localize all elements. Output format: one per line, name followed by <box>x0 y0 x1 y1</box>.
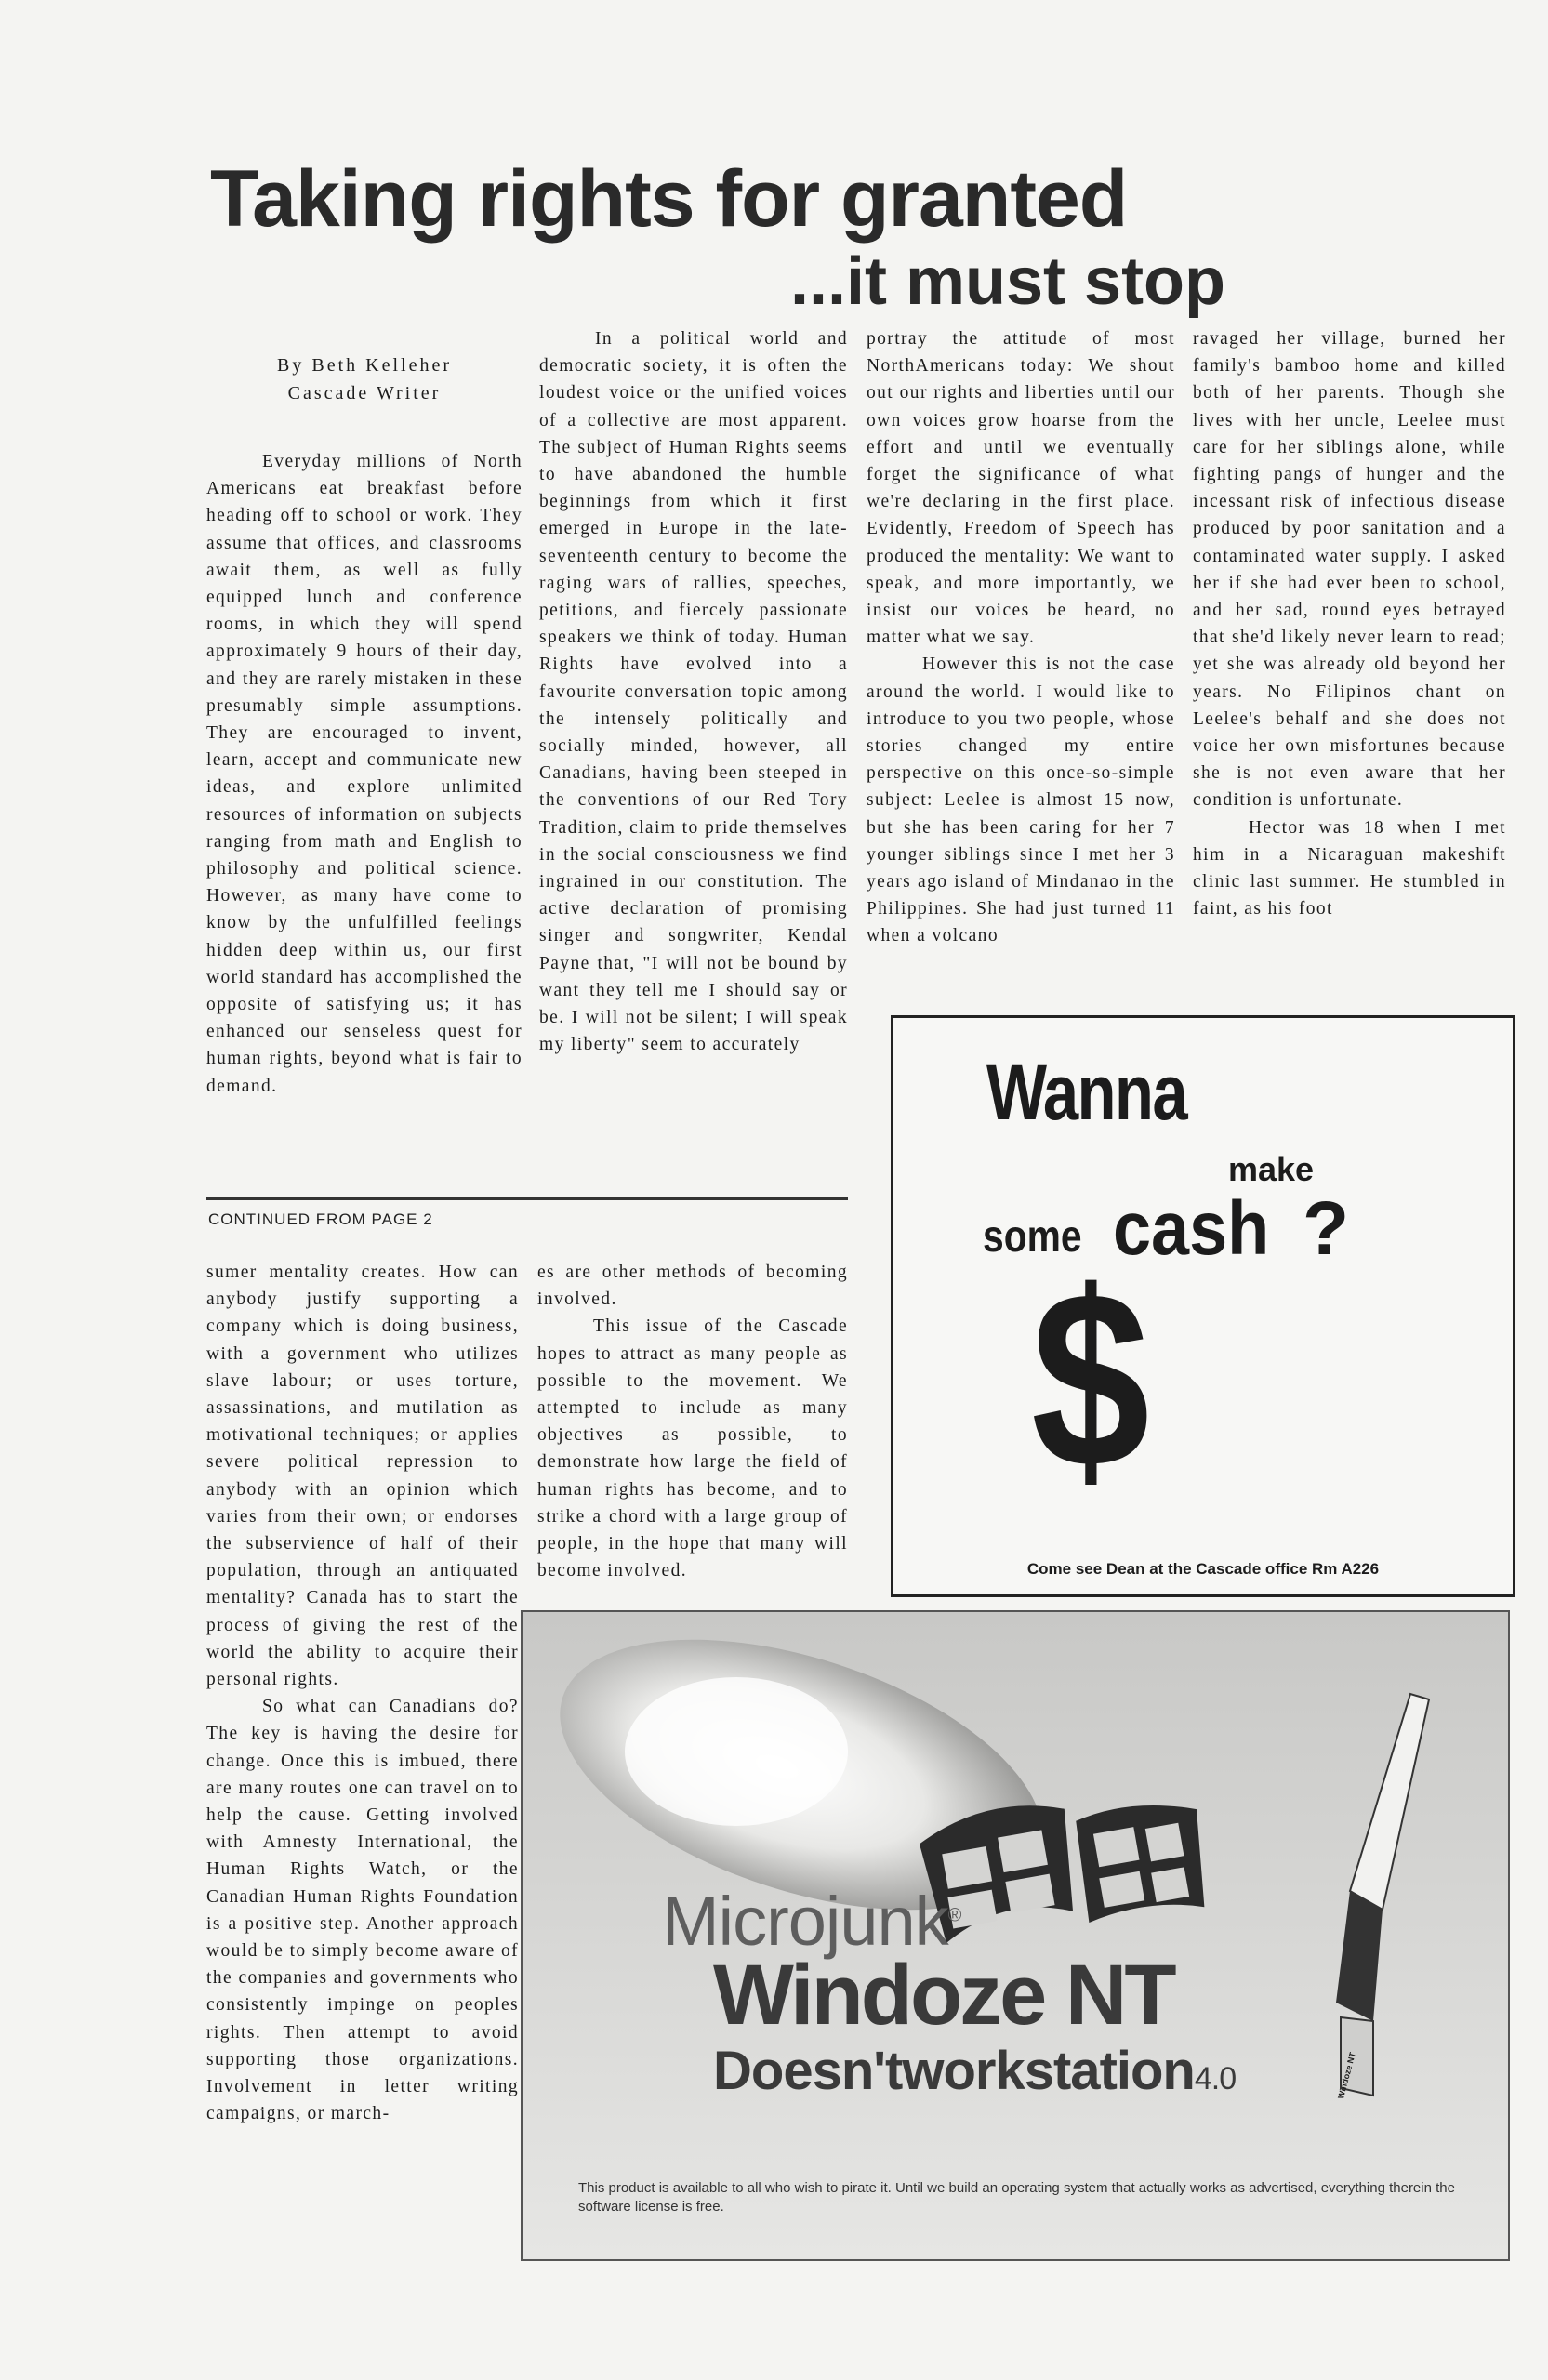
continued-paragraph: es are other methods of becoming involved. <box>537 1263 848 1310</box>
box-label-text: Windoze NT <box>1336 2051 1357 2100</box>
continued-label: CONTINUED FROM PAGE 2 <box>208 1210 433 1228</box>
ad-cash-text: cash <box>1113 1186 1270 1271</box>
continued-column-1 <box>206 1259 519 2128</box>
subheadline: ...it must stop <box>790 245 1225 319</box>
article-paragraph: Hector was 18 when I met him in a Nicaraguan makeshift clinic last summer. He stumbled in faint, as his foot <box>1193 817 1506 919</box>
article-column-3 <box>867 325 1175 950</box>
article-paragraph: portray the attitude of most NorthAmericans today: We shout out our rights and liberties until our own voices grow hoarse from the effort and until we eventually forget the significance of what we're declaring in the first place. Evidently, Freedom of Speech has produced the mentality: We want to speak, and more importantly, we insist our voices be heard, no matter what we say. <box>867 329 1175 648</box>
article-paragraph: However this is not the case around the world. I would like to introduce to you two people, whose stories changed my entire perspective on this once-so-simple subject: Leelee is almost 15 now, but she has been caring for her 7 younger siblings since I met her 3 years ago island of Mindanao in the Philippines. She had just turned 11 when a volcano <box>867 654 1175 946</box>
ad-wanna-text: Wanna <box>986 1049 1187 1136</box>
ad-question-mark: ? <box>1303 1186 1350 1271</box>
article-column-2 <box>539 325 848 1058</box>
article-column-1 <box>206 351 523 1100</box>
ad-product-text: Windoze NT <box>713 1948 1174 2043</box>
continued-paragraph: This issue of the Cascade hopes to attract as many people as possible to the movement. We attempted to include as many objectives as possible, to demonstrate how large the field of human rights has become, and to strike a chord with a large group of people, in the hope that many will become involved. <box>537 1316 848 1581</box>
ad-tagline-text: Doesn'tworkstation4.0 <box>713 2041 1237 2101</box>
byline-role: Cascade Writer <box>287 383 442 403</box>
byline-name: By Beth Kelleher <box>277 355 452 376</box>
article-paragraph: ravaged her village, burned her family's bamboo home and killed both of her parents. Though she lives with her uncle, Leelee must care for her siblings alone, while fighting pangs of hunger and the incessant risk of infectious disease produced by poor sanitation and a contaminated water supply. I asked her if she had ever been to school, and her sad, round eyes betrayed that she'd likely never learn to read; yet she was already old beyond her years. No Filipinos chant on Leelee's behalf and she does not voice her own misfortunes because she is not even aware that her condition is unfortunate. <box>1193 329 1506 811</box>
section-divider <box>206 1197 848 1200</box>
ad-brand-text: Microjunk® <box>662 1883 961 1960</box>
article-paragraph: Everyday millions of North Americans eat breakfast before heading off to school or work. They assume that offices, and classrooms await them, as well as fully equipped lunch and conference rooms, in which they will spend approximately 9 hours of their day, and they are rarely mistaken in these presumably simple assumptions. They are encouraged to invent, learn, accept and communicate new ideas, and explore unlimited resources of information on subjects ranging from math and English to philosophy and political science. However, as many have come to know by the unfulfilled feelings hidden deep within us, our first world standard has accomplished the opposite of satisfying us; it has enhanced our senseless quest for human rights, beyond what is fair to demand. <box>206 452 523 1096</box>
ad-make-text: make <box>1228 1150 1315 1188</box>
ad-footer-text: Come see Dean at the Cascade office Rm A226 <box>1026 1560 1380 1578</box>
continued-paragraph: sumer mentality creates. How can anybody justify supporting a company which is doing business, with a government who utilizes slave labour; or uses torture, assassinations, and mutilation as motivational techniques; or applies severe political repression to anybody with an opinion which varies from their own; or endorses the subservience of half of their population, through an antiquated mentality? Canada has to start the process of giving the rest of the world the ability to acquire their personal rights. <box>206 1263 519 1690</box>
continued-paragraph: So what can Canadians do? The key is having the desire for change. Once this is imbued, there are many routes one can travel on to help the cause. Getting involved with Amnesty International, the Human Rights Watch, or the Canadian Human Rights Foundation is a positive step. Another approach would be to simply become aware of the companies and governments who consistently impinge on peoples rights. Then attempt to avoid supporting those organizations. Involvement in letter writing campaigns, or march- <box>206 1697 519 2124</box>
headline: Taking rights for granted <box>210 154 1128 244</box>
windoze-advertisement <box>521 1610 1510 2261</box>
continued-column-2 <box>537 1259 848 1584</box>
ad-fineprint: This product is available to all who wish to pirate it. Until we build an operating system that actually works as advertised, everything therein the software license is free. <box>578 2180 1455 2215</box>
article-column-4 <box>1193 325 1506 922</box>
article-paragraph: In a political world and democratic society, it is often the loudest voice or the unified voices of a collective are most apparent. The subject of Human Rights seems to have abandoned the humble beginnings from which it first emerged in Europe in the late-seventeenth century to become the raging wars of rallies, speeches, petitions, and fiercely passionate speakers we think of today. Human Rights have evolved into a favourite conversation topic among the intensely politically and socially minded, however, all Canadians, having been steeped in the conventions of our Red Tory Tradition, claim to pride themselves in the social consciousness we find ingrained in our constitution. The active declaration of promising singer and songwriter, Kendal Payne that, "I will not be bound by want they tell me I should say or be. I will not be silent; I will speak my liberty" seem to accurately <box>539 329 848 1055</box>
cash-advertisement <box>891 1015 1515 1597</box>
ad-some-text: some <box>983 1212 1082 1262</box>
dollar-sign-icon: $ <box>1031 1240 1150 1520</box>
